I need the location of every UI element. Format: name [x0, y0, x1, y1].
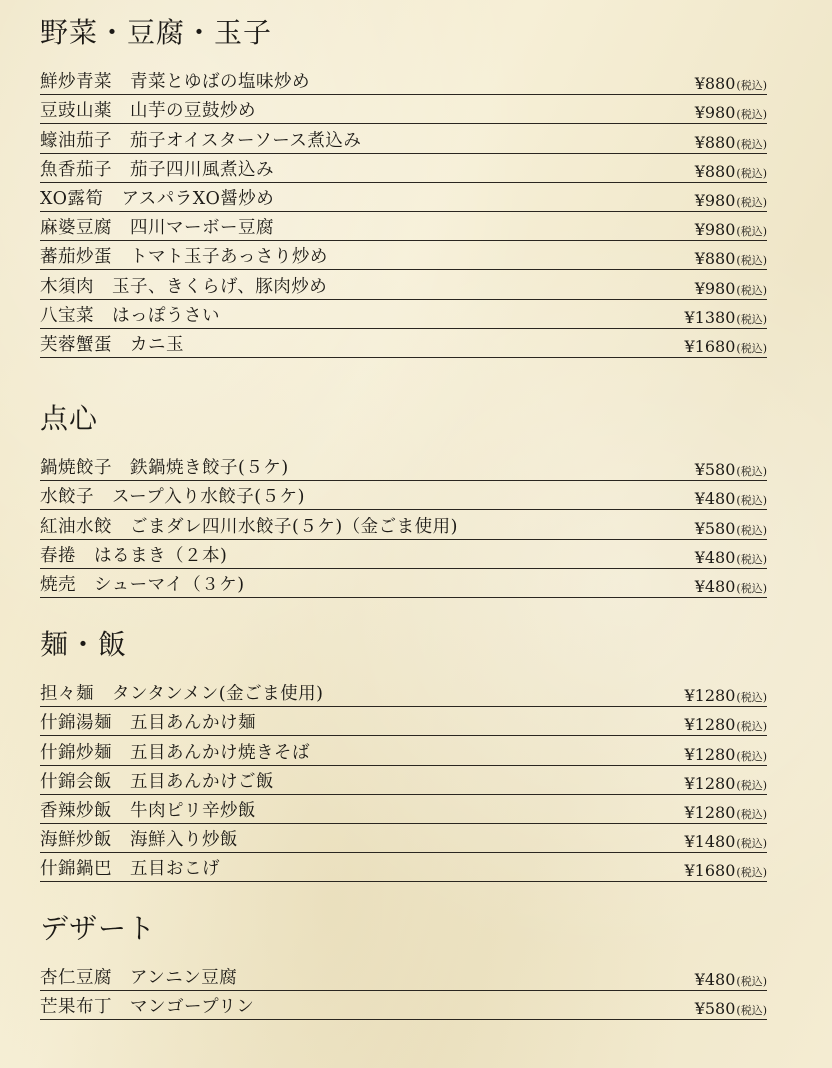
- menu-item-price-group: [695, 74, 767, 93]
- menu-item-row: [40, 212, 767, 241]
- menu-item-name: 豆豉山薬 山芋の豆鼓炒め: [40, 101, 256, 122]
- menu-item-price-group: [685, 715, 768, 734]
- menu-item-price: ¥1280: [684, 686, 736, 706]
- tax-included-label: (税込): [736, 137, 767, 151]
- menu-item-price: ¥880: [694, 74, 736, 94]
- menu-item-row: [40, 795, 767, 824]
- menu-item-row: [40, 270, 767, 299]
- menu-item-name: 什錦鍋巴 五目おこげ: [40, 859, 220, 880]
- menu-item-name: 麻婆豆腐 四川マーボー豆腐: [40, 218, 274, 239]
- tax-included-label: (税込): [736, 341, 767, 355]
- tax-included-label: (税込): [736, 283, 767, 297]
- section-title: 麺・飯: [40, 628, 128, 661]
- menu-item-price-group: [695, 191, 767, 210]
- menu-item-price: ¥980: [694, 190, 736, 210]
- menu-item-price: ¥580: [694, 460, 736, 480]
- menu-item-name: 蠔油茄子 茄子オイスターソース煮込み: [40, 130, 362, 151]
- menu-item-price-group: [695, 220, 767, 239]
- menu-item-name: 焼売 シューマイ（３ケ): [40, 574, 245, 595]
- section-title: デザート: [40, 912, 157, 945]
- tax-included-label: (税込): [736, 975, 767, 989]
- menu-item-name: 水餃子 スープ入り水餃子(５ケ): [40, 487, 305, 508]
- menu-item-row: [40, 329, 767, 358]
- menu-item-row: [40, 707, 767, 736]
- menu-item-row: [40, 481, 767, 510]
- tax-included-label: (税込): [736, 749, 767, 763]
- menu-item-row: [40, 154, 767, 183]
- menu-item-row: [40, 766, 767, 795]
- section-title: 点心: [40, 402, 99, 435]
- tax-included-label: (税込): [736, 1004, 767, 1018]
- menu-item-name: 八宝菜 はっぽうさい: [40, 305, 220, 326]
- menu-item-name: 鮮炒青菜 青菜とゆばの塩味炒め: [40, 72, 310, 93]
- menu-item-price: ¥880: [694, 249, 736, 269]
- menu-section: [40, 386, 767, 598]
- tax-included-label: (税込): [736, 254, 767, 268]
- menu-item-price-group: [695, 249, 767, 268]
- menu-item-name: 蕃茄炒蛋 トマト玉子あっさり炒め: [40, 247, 328, 268]
- tax-included-label: (税込): [736, 552, 767, 566]
- tax-included-label: (税込): [736, 523, 767, 537]
- menu-item-row: [40, 853, 767, 882]
- menu-item-row: [40, 991, 767, 1020]
- menu-item-price: ¥1280: [684, 802, 736, 822]
- menu-item-row: [40, 95, 767, 124]
- menu-item-row: [40, 241, 767, 270]
- tax-included-label: (税込): [736, 720, 767, 734]
- menu-item-price: ¥880: [694, 161, 736, 181]
- menu-item-price: ¥880: [694, 132, 736, 152]
- tax-included-label: (税込): [736, 312, 767, 326]
- menu-item-price: ¥580: [694, 999, 736, 1019]
- menu-item-price-group: [695, 489, 767, 508]
- menu-item-price-group: [685, 308, 768, 327]
- tax-included-label: (税込): [736, 465, 767, 479]
- menu-item-name: 鍋焼餃子 鉄鍋焼き餃子(５ケ): [40, 458, 289, 479]
- menu-item-row: [40, 510, 767, 539]
- menu-item-price: ¥1280: [684, 744, 736, 764]
- menu-section: [40, 612, 767, 882]
- menu-item-row: [40, 300, 767, 329]
- menu-item-price: ¥480: [694, 489, 736, 509]
- menu-item-price-group: [685, 803, 768, 822]
- tax-included-label: (税込): [736, 581, 767, 595]
- tax-included-label: (税込): [736, 778, 767, 792]
- menu-item-price-group: [695, 519, 767, 538]
- menu-item-name: 芙蓉蟹蛋 カニ玉: [40, 334, 184, 355]
- menu-item-price-group: [695, 162, 767, 181]
- menu-item-price-group: [695, 133, 767, 152]
- menu-item-price-group: [695, 999, 767, 1018]
- menu-item-row: [40, 452, 767, 481]
- menu-item-row: [40, 569, 767, 598]
- menu-item-price-group: [695, 548, 767, 567]
- menu-item-price-group: [695, 103, 767, 122]
- tax-included-label: (税込): [736, 195, 767, 209]
- menu-item-price-group: [685, 686, 768, 705]
- menu-item-price: ¥580: [694, 518, 736, 538]
- menu-section: [40, 896, 767, 1020]
- menu-item-price-group: [685, 774, 768, 793]
- menu-item-price-group: [695, 577, 767, 596]
- menu-item-price: ¥480: [694, 547, 736, 567]
- menu-item-price: ¥1680: [684, 861, 736, 881]
- menu-item-row: [40, 66, 767, 95]
- menu-item-price-group: [695, 279, 767, 298]
- menu-item-name: 香辣炒飯 牛肉ピリ辛炒飯: [40, 800, 256, 821]
- tax-included-label: (税込): [736, 166, 767, 180]
- menu-item-name: XO露筍 アスパラXO醤炒め: [40, 188, 275, 209]
- menu-item-row: [40, 824, 767, 853]
- menu-item-price-group: [685, 832, 768, 851]
- tax-included-label: (税込): [736, 225, 767, 239]
- menu-item-name: 芒果布丁 マンゴープリン: [40, 997, 255, 1018]
- menu-item-price: ¥1680: [684, 336, 736, 356]
- tax-included-label: (税込): [736, 807, 767, 821]
- tax-included-label: (税込): [736, 866, 767, 880]
- menu-item-name: 杏仁豆腐 アンニン豆腐: [40, 968, 238, 989]
- menu-item-name: 什錦会飯 五目あんかけご飯: [40, 771, 274, 792]
- menu-section: [40, 0, 767, 358]
- menu-item-name: 紅油水餃 ごまダレ四川水餃子(５ケ)（金ごま使用): [40, 516, 458, 537]
- menu-item-name: 魚香茄子 茄子四川風煮込み: [40, 159, 274, 180]
- menu-item-name: 木須肉 玉子、きくらげ、豚肉炒め: [40, 276, 328, 297]
- menu-item-name: 担々麺 タンタンメン(金ごま使用): [40, 684, 324, 705]
- menu-item-price-group: [695, 460, 767, 479]
- menu-item-row: [40, 183, 767, 212]
- section-title: 野菜・豆腐・玉子: [40, 16, 273, 49]
- menu-item-name: 海鮮炒飯 海鮮入り炒飯: [40, 830, 238, 851]
- menu-item-row: [40, 540, 767, 569]
- menu-item-row: [40, 124, 767, 153]
- menu-item-price: ¥980: [694, 220, 736, 240]
- menu-item-price: ¥1380: [684, 307, 736, 327]
- menu-item-row: [40, 962, 767, 991]
- tax-included-label: (税込): [736, 691, 767, 705]
- menu-item-row: [40, 678, 767, 707]
- menu-item-price: ¥980: [694, 278, 736, 298]
- menu-item-price-group: [685, 337, 768, 356]
- menu-item-row: [40, 736, 767, 765]
- menu-item-price: ¥1480: [684, 832, 736, 852]
- tax-included-label: (税込): [736, 108, 767, 122]
- menu-item-name: 春捲 はるまき（２本): [40, 545, 228, 566]
- menu-item-price-group: [695, 970, 767, 989]
- menu-item-price-group: [685, 861, 768, 880]
- tax-included-label: (税込): [736, 837, 767, 851]
- menu-item-price: ¥1280: [684, 715, 736, 735]
- menu-item-price: ¥1280: [684, 773, 736, 793]
- menu-item-price: ¥980: [694, 103, 736, 123]
- menu-item-name: 什錦湯麺 五目あんかけ麺: [40, 713, 256, 734]
- menu-item-price: ¥480: [694, 576, 736, 596]
- menu-item-price: ¥480: [694, 970, 736, 990]
- tax-included-label: (税込): [736, 79, 767, 93]
- tax-included-label: (税込): [736, 494, 767, 508]
- menu-item-name: 什錦炒麺 五目あんかけ焼きそば: [40, 742, 310, 763]
- menu-item-price-group: [685, 745, 768, 764]
